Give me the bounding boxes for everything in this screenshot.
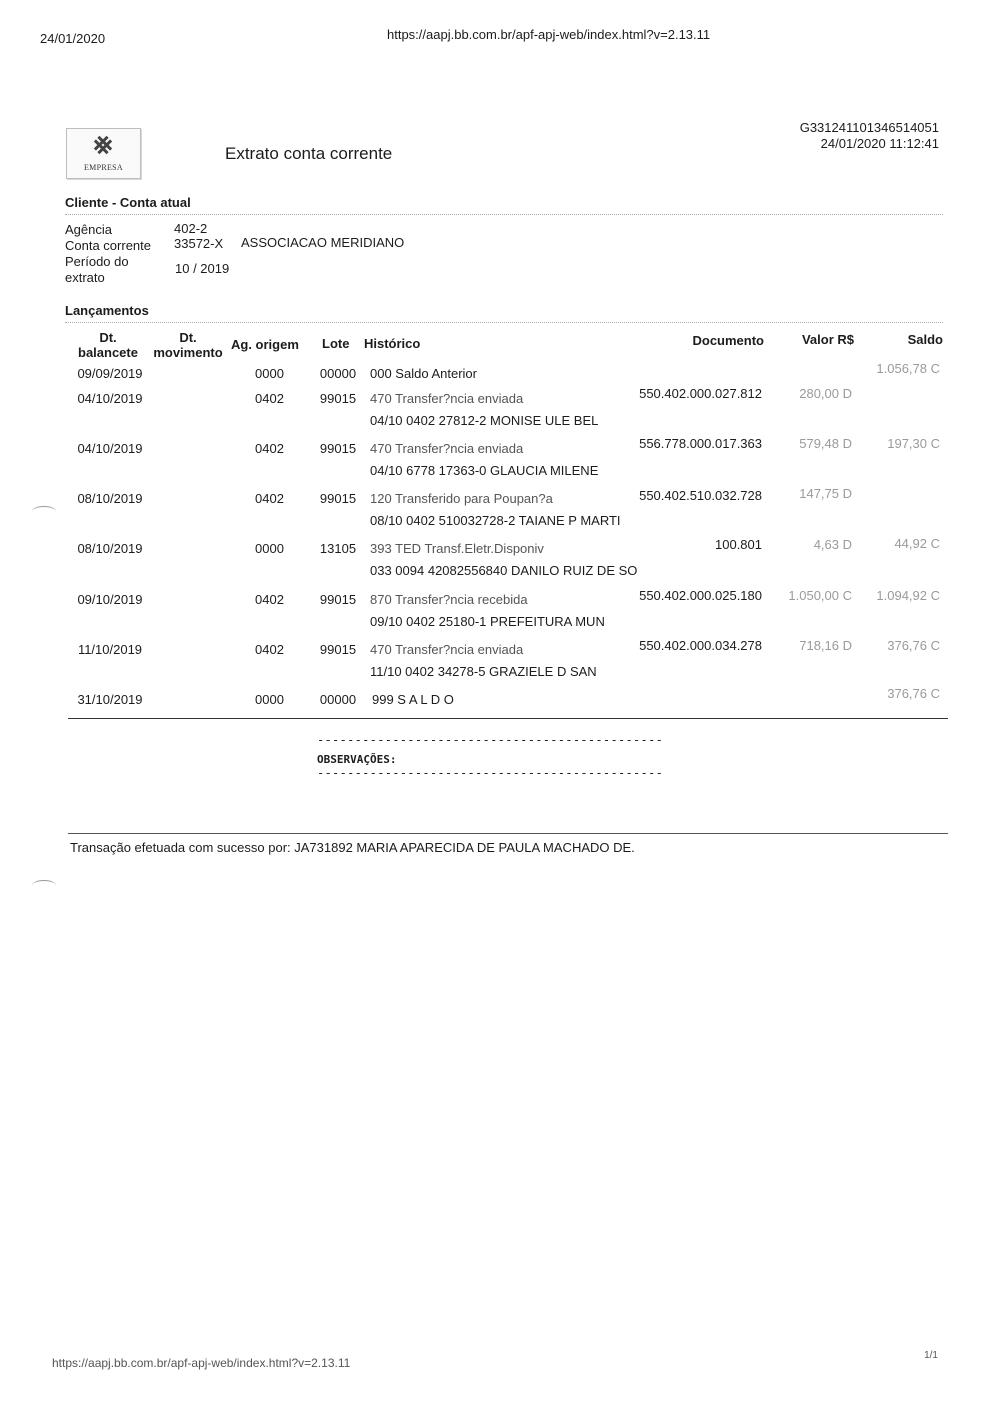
period-label-line2: extrato (65, 270, 105, 285)
client-section-title: Cliente - Conta atual (65, 195, 191, 210)
row-hist: 120 Transferido para Poupan?a (370, 491, 553, 506)
row-date: 09/10/2019 (77, 592, 143, 607)
row-date: 08/10/2019 (77, 541, 143, 556)
row-valor: 147,75 D (799, 486, 852, 501)
row-saldo: 376,76 C (887, 638, 940, 653)
row-ag: 0000 (255, 692, 284, 707)
row-detail-text: 11/10 0402 34278-5 GRAZIELE D SAN (370, 664, 597, 679)
table-row (0, 361, 992, 386)
row-lote: 99015 (319, 391, 357, 406)
header-ag-origem: Ag. origem (231, 337, 299, 352)
footer-url: https://aapj.bb.com.br/apf-apj-web/index.html?v=2.13.11 (52, 1356, 351, 1370)
row-detail (0, 413, 992, 433)
document-title: Extrato conta corrente (225, 144, 393, 163)
header-valor: Valor R$ (801, 332, 854, 347)
period-label-line1: Período do (65, 254, 129, 269)
document-code: G331241101346514051 (799, 120, 939, 135)
row-saldo: 1.094,92 C (876, 588, 940, 603)
account-value: 33572-X (174, 236, 224, 251)
row-hist: 393 TED Transf.Eletr.Disponiv (370, 541, 544, 556)
table-row (0, 536, 992, 561)
row-detail-text: 09/10 0402 25180-1 PREFEITURA MUN (370, 614, 605, 629)
row-saldo: 197,30 C (887, 436, 940, 451)
row-valor: 718,16 D (799, 638, 852, 653)
row-doc: 550.402.000.025.180 (639, 588, 762, 603)
document-timestamp: 24/01/2020 11:12:41 (820, 136, 939, 151)
table-row (0, 638, 992, 662)
row-date: 31/10/2019 (77, 692, 143, 707)
page-number: 1/1 (924, 1350, 938, 1361)
header-lote: Lote (322, 336, 350, 351)
row-date: 08/10/2019 (77, 491, 143, 506)
table-end-line (68, 718, 948, 719)
header-dt-movimento (148, 330, 228, 360)
period-value: 10 / 2019 (175, 261, 230, 276)
row-saldo: 376,76 C (887, 686, 940, 701)
row-detail (0, 614, 992, 634)
header-dt-balancete-line2: balancete (78, 345, 138, 360)
row-doc: 556.778.000.017.363 (639, 436, 762, 451)
header-documento: Documento (692, 333, 764, 348)
observations-top-dashes: ---------------------------------------------- (317, 733, 664, 747)
row-detail-text: 033 0094 42082556840 DANILO RUIZ DE SO (370, 563, 638, 578)
row-detail-text: 08/10 0402 510032728-2 TAIANE P MARTI (370, 513, 621, 528)
scan-mark (32, 880, 56, 891)
row-detail-text: 04/10 6778 17363-0 GLAUCIA MILENE (370, 463, 599, 478)
row-ag: 0402 (255, 491, 284, 506)
row-detail-text: 04/10 0402 27812-2 MONISE ULE BEL (370, 413, 599, 428)
agency-label: Agência (65, 222, 112, 237)
row-hist: 470 Transfer?ncia enviada (370, 441, 524, 456)
footer-line (68, 833, 948, 834)
row-valor: 280,00 D (799, 386, 852, 401)
transaction-message: Transação efetuada com sucesso por: JA731892 MARIA APARECIDA DE PAULA MACHADO DE. (70, 840, 635, 855)
row-date: 09/09/2019 (77, 366, 143, 381)
banco-do-brasil-logo-icon (91, 133, 115, 157)
entries-divider (65, 322, 943, 323)
header-dt-movimento-line2: movimento (153, 345, 223, 360)
row-valor: 4,63 D (813, 537, 852, 552)
header-dt-balancete-line1: Dt. (99, 330, 117, 345)
row-doc: 550.402.000.034.278 (639, 638, 762, 653)
row-detail (0, 563, 992, 583)
client-divider (65, 214, 943, 215)
bank-logo (66, 128, 141, 179)
print-url: https://aapj.bb.com.br/apf-apj-web/index.html?v=2.13.11 (387, 27, 711, 42)
observations-label: OBSERVAÇÕES: (317, 753, 397, 766)
row-valor: 1.050,00 C (788, 588, 852, 603)
row-ag: 0402 (255, 441, 284, 456)
table-row (0, 386, 992, 411)
logo-label: EMPRESA (84, 163, 123, 172)
row-saldo: 44,92 C (894, 536, 940, 551)
row-ag: 0402 (255, 642, 284, 657)
table-row (0, 588, 992, 612)
header-dt-balancete (70, 330, 146, 360)
account-label: Conta corrente (65, 238, 151, 253)
row-lote: 99015 (319, 441, 357, 456)
row-ag: 0402 (255, 592, 284, 607)
table-row (0, 486, 992, 511)
row-hist: 999 S A L D O (372, 692, 454, 707)
account-holder: ASSOCIACAO MERIDIANO (241, 235, 405, 250)
row-saldo: 1.056,78 C (876, 361, 940, 376)
observations-bottom-dashes: ---------------------------------------------- (317, 766, 664, 780)
row-lote: 13105 (319, 541, 357, 556)
entries-section-title: Lançamentos (65, 303, 149, 318)
row-doc: 550.402.000.027.812 (639, 386, 762, 401)
row-doc: 100.801 (715, 537, 762, 552)
row-ag: 0402 (255, 391, 284, 406)
row-date: 11/10/2019 (77, 642, 143, 657)
table-row (0, 436, 992, 461)
row-valor: 579,48 D (799, 436, 852, 451)
header-dt-movimento-line1: Dt. (179, 330, 197, 345)
row-hist: 870 Transfer?ncia recebida (370, 592, 528, 607)
row-lote: 99015 (319, 642, 357, 657)
row-hist: 000 Saldo Anterior (370, 366, 477, 381)
row-hist: 470 Transfer?ncia enviada (370, 391, 524, 406)
row-lote: 99015 (319, 491, 357, 506)
row-lote: 00000 (319, 692, 357, 707)
row-ag: 0000 (255, 366, 284, 381)
row-hist: 470 Transfer?ncia enviada (370, 642, 524, 657)
print-date: 24/01/2020 (40, 31, 106, 46)
row-lote: 99015 (319, 592, 357, 607)
row-detail (0, 664, 992, 684)
scan-mark (32, 506, 56, 517)
table-row (0, 686, 992, 712)
row-detail (0, 513, 992, 533)
header-historico: Histórico (364, 336, 421, 351)
header-saldo: Saldo (907, 332, 943, 347)
row-ag: 0000 (255, 541, 284, 556)
row-lote: 00000 (319, 366, 357, 381)
agency-value: 402-2 (174, 221, 208, 236)
row-date: 04/10/2019 (77, 391, 143, 406)
row-date: 04/10/2019 (77, 441, 143, 456)
row-detail (0, 463, 992, 483)
row-doc: 550.402.510.032.728 (639, 488, 762, 503)
